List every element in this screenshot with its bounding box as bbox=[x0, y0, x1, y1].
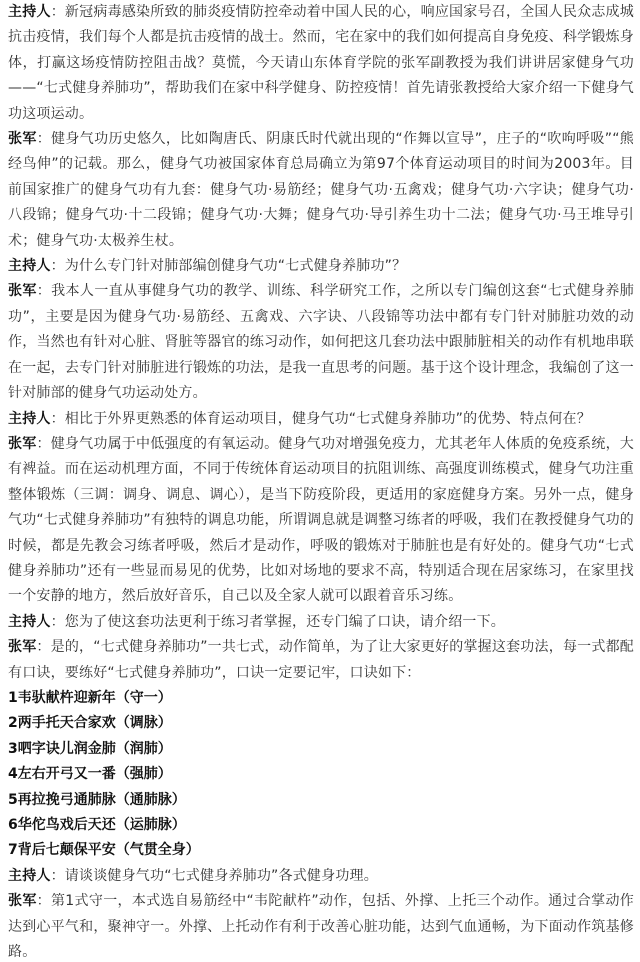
paragraph-text: ：我本人一直从事健身气功的教学、训练、科学研究工作，之所以专门编创这套“七式健身养肺功”，主要是因为健身气功·易筋经、五禽戏、六字诀、八段锦等功法中都有专门针对肺脏功效的动作，当然也有针对心脏、肾脏等器官的练习动作，如何把这几套功法中跟肺脏相关的动作有机地串联在一起，去专门针对肺脏进行锻炼的功法，是我一直思考的问题。基于这个设计理念，我编创了这一针对肺部的健身气功运动处方。 bbox=[8, 283, 634, 402]
speaker-host: 主持人 bbox=[8, 410, 51, 427]
paragraph-text: ：相比于外界更熟悉的体育运动项目，健身气功“七式健身养肺功”的优势、特点何在？ bbox=[50, 410, 591, 427]
mnemonic-line: 3呬字诀儿润金肺（润肺） bbox=[8, 740, 172, 757]
paragraph-text: ：请谈谈健身气功“七式健身养肺功”各式健身功理。 bbox=[50, 867, 378, 884]
question-paragraph bbox=[8, 864, 634, 889]
paragraph-text: ：是的，“七式健身养肺功”一共七式，动作简单，为了让大家更好的掌握这套功法，每一式都配有口诀，要练好“七式健身养肺功”，口诀一定要记牢，口诀如下： bbox=[8, 639, 634, 681]
speaker-zhangjun: 张军 bbox=[8, 283, 37, 300]
paragraph-text: ：健身气功历史悠久，比如陶唐氏、阴康氏时代就出现的“作舞以宣导”，庄子的“吹呴呼吸”“熊经鸟伸”的记载。那么，健身气功被国家体育总局确立为第97个体育运动项目的时间为2003年。目前国家推广的健身气功有九套：健身气功·易筋经；健身气功·五禽戏；健身气功·六字诀；健身气功·八段锦；健身气功·十二段锦；健身气功·大舞；健身气功·导引养生功十二法；健身气功·马王堆导引术；健身气功·太极养生杖。 bbox=[8, 131, 634, 249]
speaker-host: 主持人 bbox=[8, 4, 51, 20]
answer-paragraph bbox=[8, 279, 634, 406]
paragraph-text: ：健身气功属于中低强度的有氧运动。健身气功对增强免疫力，尤其老年人体质的免疫系统，大有裨益。而在运动机理方面，不同于传统体育运动项目的抗阻训练、高强度训练模式，健身气功注重整体锻炼（三调：调身、调息、调心），是当下防疫阶段，更适用的家庭健身方案。另外一点，健身气功“七式健身养肺功”有独特的调息功能，所谓调息就是调整习练者的呼吸，我们在教授健身气功的时候，都是先教会习练者呼吸，然后才是动作，呼吸的锻炼对于肺脏也是有好处的。健身气功“七式健身养肺功”还有一些显而易见的优势，比如对场地的要求不高，特别适合现在居家练习，在家里找一个安静的地方，然后放好音乐，自己以及全家人就可以跟着音乐习练。 bbox=[8, 435, 634, 605]
mnemonic-line: 2两手托天合家欢（调脉） bbox=[8, 715, 172, 732]
question-paragraph bbox=[8, 254, 634, 279]
answer-paragraph bbox=[8, 635, 634, 686]
intro-paragraph bbox=[8, 0, 634, 127]
speaker-zhangjun: 张军 bbox=[8, 639, 37, 656]
paragraph-text: ：您为了使这套功法更利于练习者掌握，还专门编了口诀，请介绍一下。 bbox=[50, 613, 506, 630]
answer-paragraph bbox=[8, 889, 634, 962]
mnemonic-line: 6华佗鸟戏后天还（运肺脉） bbox=[8, 817, 186, 833]
paragraph-text: ：新冠病毒感染所致的肺炎疫情防控牵动着中国人民的心，响应国家号召，全国人民众志成城抗击疫情，我们每个人都是抗击疫情的战士。然而，宅在家中的我们如何提高自身免疫、科学锻炼身体，打赢这场疫情防控阻击战？莫慌，今天请山东体育学院的张军副教授为我们讲讲居家健身气功——“七式健身养肺功”，帮助我们在家中科学健身、防控疫情！首先请张教授给大家介绍一下健身气功这项运动。 bbox=[8, 4, 634, 122]
mnemonic-line: 7背后七颠保平安（气贯全身） bbox=[8, 842, 200, 859]
question-paragraph bbox=[8, 407, 634, 432]
answer-paragraph bbox=[8, 432, 634, 610]
mnemonic-line: 1韦驮献杵迎新年（守一） bbox=[8, 689, 172, 706]
speaker-zhangjun: 张军 bbox=[8, 131, 37, 148]
paragraph-text: ：为什么专门针对肺部编创健身气功“七式健身养肺功”？ bbox=[50, 258, 407, 275]
answer-paragraph bbox=[8, 127, 634, 254]
speaker-zhangjun: 张军 bbox=[8, 893, 37, 910]
mnemonic-line: 4左右开弓又一番（强肺） bbox=[8, 766, 172, 783]
speaker-host: 主持人 bbox=[8, 258, 51, 275]
question-paragraph bbox=[8, 610, 634, 635]
speaker-zhangjun: 张军 bbox=[8, 435, 37, 452]
speaker-host: 主持人 bbox=[8, 867, 51, 884]
speaker-host: 主持人 bbox=[8, 613, 51, 630]
mnemonic-line: 5再拉挽弓通肺脉（通肺脉） bbox=[8, 791, 186, 808]
paragraph-text: ：第1式守一，本式选自易筋经中“韦陀献杵”动作，包括、外撑、上托三个动作。通过合掌动作达到心平气和，聚神守一。外撑、上托动作有利于改善心脏功能，达到气血通畅，为下面动作筑基修路。 bbox=[8, 893, 634, 961]
